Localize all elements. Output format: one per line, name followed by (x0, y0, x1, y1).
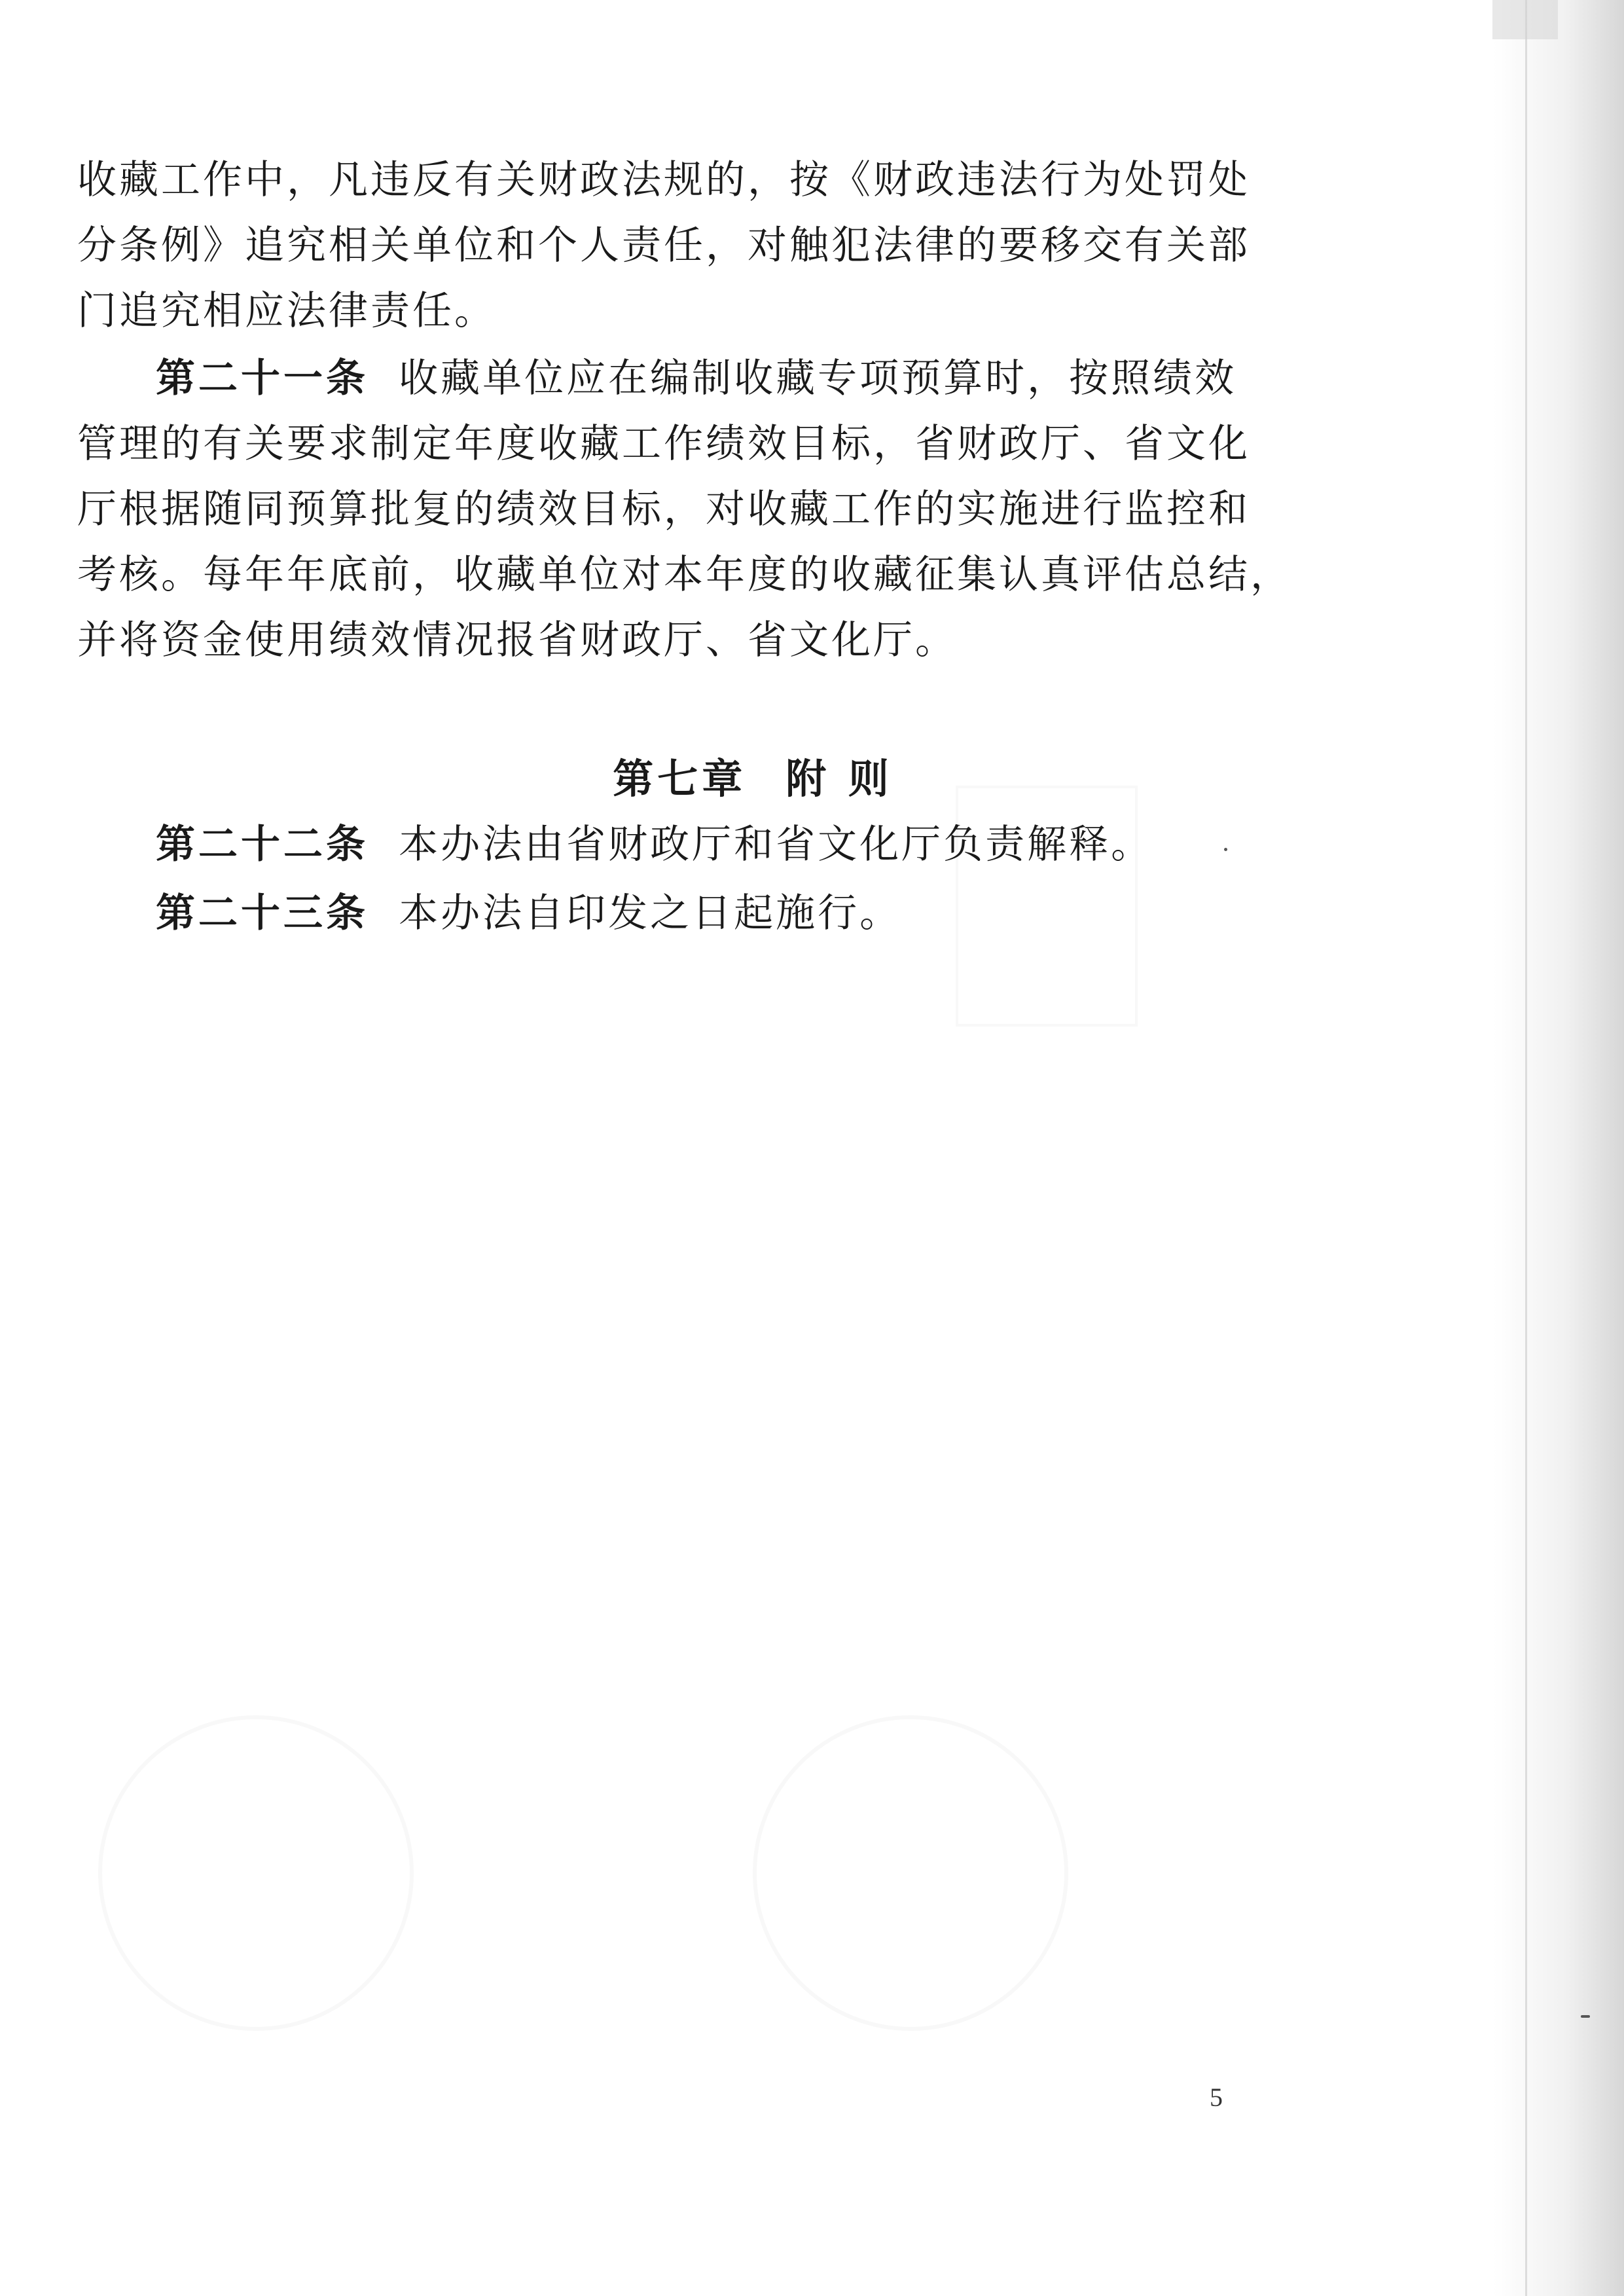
article-text: 本办法自印发之日起施行。 (399, 890, 902, 936)
text-line: 门追究相应法律责任。 (77, 288, 496, 334)
chapter-title: 附 则 (785, 755, 893, 803)
article-number: 第二十一条 (156, 355, 369, 401)
scan-edge-shadow (1493, 0, 1624, 2296)
page-number: 5 (1210, 2083, 1223, 2112)
scan-speck (1224, 848, 1227, 851)
text-line: 管理的有关要求制定年度收藏工作绩效目标，省财政厅、省文化 (77, 421, 1250, 467)
article-number: 第二十二条 (156, 822, 369, 867)
text-line: 收藏工作中，凡违反有关财政法规的，按《财政违法行为处罚处 (77, 157, 1250, 203)
text-line: 收藏单位应在编制收藏专项预算时，按照绩效 (399, 355, 1237, 401)
article-number: 第二十三条 (156, 890, 369, 936)
bleed-through-seal-right (753, 1715, 1068, 2031)
article-22 (156, 812, 1308, 877)
article-21 (77, 346, 1292, 673)
scan-edge-line (1525, 0, 1527, 2296)
bleed-through-seal-left (98, 1715, 414, 2031)
paragraph-continued (77, 147, 1250, 344)
scan-speck (1581, 2015, 1590, 2018)
chapter-number: 第七章 (613, 755, 747, 803)
text-line: 分条例》追究相关单位和个人责任，对触犯法律的要移交有关部 (77, 223, 1250, 268)
chapter-heading (0, 746, 1506, 812)
article-23 (156, 881, 1308, 946)
text-line: 厅根据随同预算批复的绩效目标，对收藏工作的实施进行监控和 (77, 486, 1250, 532)
scan-edge-corner (1492, 0, 1558, 39)
text-line: 考核。每年年底前，收藏单位对本年度的收藏征集认真评估总结， (77, 552, 1292, 598)
article-text: 本办法由省财政厅和省文化厅负责解释。 (399, 822, 1153, 867)
text-line: 并将资金使用绩效情况报省财政厅、省文化厅。 (77, 617, 957, 663)
